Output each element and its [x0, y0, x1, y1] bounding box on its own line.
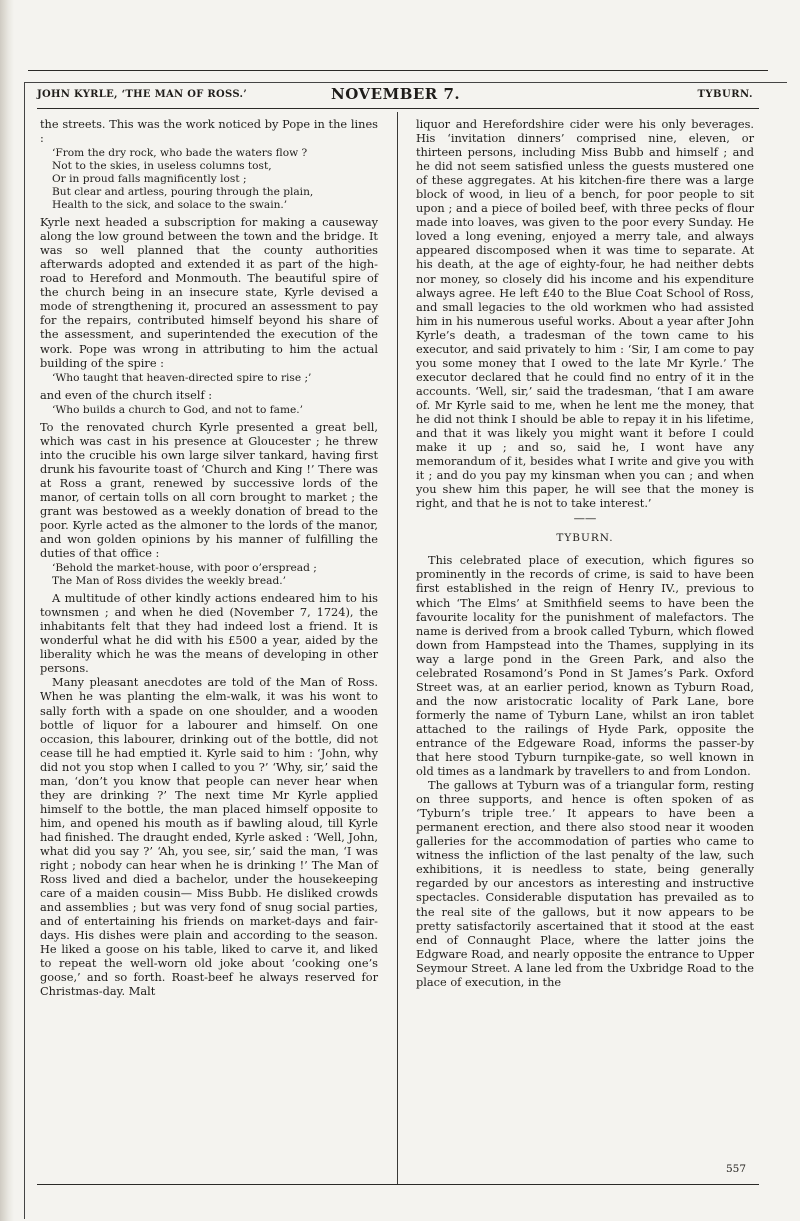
paragraph: and even of the church itself : [40, 387, 213, 402]
paragraph: Many pleasant anecdotes are told of the Man of Ross. When he was planting the elm-walk, it was his wont to sally forth with a spade on one shoulder, and a wooden bottle of liquor for a labourer and himself. On one occasion, this labourer, drinking out of the bottle, did not cease till he had emptied it. Kyrle said to him : ‘John, why did not you stop when I called to you ?’ ‘Why, sir,’ said the man, ‘don’t you know that people can never hear when they are drinking ?’ The next time Mr Kyrle applied himself to the bottle, the man placed himself opposite to him, and opened his mouth as if bawling aloud, till Kyrle had finished. The draught ended, Kyrle asked : ‘Well, John, what did you say ?’ ‘Ah, you see, sir,’ said the man, ‘I was right ; nobody can hear when he is drinking !’ The Man of Ross lived and died a bachelor, under the housekeeping care of a maiden cousin— Miss Bubb. He disliked crowds and assemblies ; but was very fond of snug social parties, and of entertaining his friends on market-days and fair-days. His dishes were plain and according to the season. He liked a goose on his table, liked to carve it, and liked to repeat the well-worn old joke about ‘cooking one’s goose,’ and so forth. Roast-beef he always reserved for Christmas-day. Malt [40, 675, 379, 999]
book-binding-shadow [0, 0, 14, 1221]
left-column [40, 117, 378, 998]
paragraph: This celebrated place of execution, which figures so prominently in the records of crime, is said to have been first established in the reign of Henry IV., previous to which ‘The Elms’ at Smithfield seems to have been the favourite locality for the punishment of malefactors. The name is derived from a brook called Tyburn, which flowed down from Hampstead into the Thames, supplying in its way a large pond in the Green Park, and also the celebrated Rosamond’s Pond in St James’s Park. Oxford Street was, at an earlier period, known as Tyburn Road, and the now aristocratic locality of Park Lane, bore formerly the name of Tyburn Lane, whilst an iron tablet attached to the railings of Hyde Park, opposite the entrance of the Edgeware Road, informs the passer-by that here stood Tyburn turnpike-gate, so well known in old times as a landmark by travellers to and from London. [416, 553, 754, 779]
paragraph: Kyrle next headed a subscription for making a causeway along the low ground between the town and the bridge. It was so well planned that the county authorities afterwards adopted and extended it as part of the high-road to Hereford and Monmouth. The beautiful spire of the church being in an insecure state, Kyrle devised a mode of strengthening it, procured an assessment to pay for the repairs, contributed himself beyond his share of the assessment, and superintended the execution of the work. Pope was wrong in attributing to him the actual building of the spire : [40, 215, 378, 370]
bottom-rule [37, 1184, 759, 1185]
top-rule [28, 70, 768, 71]
running-head [37, 86, 759, 109]
verse-line: The Man of Ross divides the weekly bread.’ [52, 575, 286, 588]
verse-line: Not to the skies, in useless columns tost, [52, 160, 272, 173]
verse-line: Health to the sick, and solace to the swain.’ [52, 199, 288, 212]
paragraph: liquor and Herefordshire cider were his only beverages. His ‘invitation dinners’ comprised nine, eleven, or thirteen persons, including Miss Bubb and himself ; and he did not seem satisfied unless the guests mustered one of these aggregates. At his kitchen-fire there was a large block of wood, in lieu of a bench, for poor people to sit upon ; and a piece of boiled beef, with three pecks of flour made into loaves, was given to the poor every Sunday. He loved a long evening, enjoyed a merry tale, and always appeared discomposed when it was time to separate. At his death, at the age of eighty-four, he had neither debts nor money, so closely did his income and his expenditure always agree. He left £40 to the Blue Coat School of Ross, and small legacies to the old workmen who had assisted him in his numerous useful works. About a year after John Kyrle’s death, a tradesman of the town came to his executor, and said privately to him : ‘Sir, I am come to pay you some money that I owed to the late Mr Kyrle.’ The executor declared that he could find no entry of it in the accounts. ‘Well, sir,’ said the tradesman, ‘that I am aware of. Mr Kyrle said to me, when he lent me the money, that he did not think I should be able to repay it in his lifetime, and that it was likely you might want it before I could make it up ; and so, said he, I wont have any memorandum of it, besides what I write and give you with it ; and do you pay my kinsman when you can ; and when you shew him this paper, he will see that the money is right, and that he is not to take interest.’ [416, 117, 754, 511]
verse-line: ‘From the dry rock, who bade the waters flow ? [52, 147, 308, 160]
verse-quote [52, 404, 378, 417]
page-number: 557 [726, 1163, 747, 1175]
verse-line: ‘Who taught that heaven-directed spire to rise ;’ [52, 371, 312, 384]
paragraph: A multitude of other kindly actions endeared him to his townsmen ; and when he died (November 7, 1724), the inhabitants felt that they had indeed lost a friend. It is wonderful what he did with his £500 a year, aided by the liberality which he was the means of developing in other persons. [40, 591, 378, 676]
column-separator [397, 112, 398, 1184]
verse-quote [52, 562, 378, 588]
section-heading-tyburn: TYBURN. [556, 532, 614, 545]
section-divider: —— [573, 511, 597, 526]
running-head-right: TYBURN. [697, 89, 753, 100]
paragraph: The gallows at Tyburn was of a triangular form, resting on three supports, and hence is often spoken of as ‘Tyburn’s triple tree.’ It appears to have been a permanent erection, and there also stood near it wooden galleries for the accommodation of parties who came to witness the infliction of the last penalty of the law, such exhibitions, it is needless to state, being generally regarded by our ancestors as interesting and instructive spectacles. Considerable disputation has prevailed as to the real site of the gallows, but it now appears to be pretty satisfactorily ascertained that it stood at the east end of Connaught Place, where the latter joins the Edgware Road, and nearly opposite the entrance to Upper Seymour Street. A lane led from the Uxbridge Road to the place of execution, in the [416, 778, 754, 989]
right-column [416, 117, 754, 989]
verse-line: ‘Behold the market-house, with poor o’erspread ; [52, 562, 317, 575]
verse-line: But clear and artless, pouring through the plain, [52, 186, 314, 199]
running-head-left: JOHN KYRLE, ‘THE MAN OF ROSS.’ [37, 89, 248, 100]
paragraph: To the renovated church Kyrle presented a great bell, which was cast in his presence at Gloucester ; he threw into the crucible his own large silver tankard, having first drunk his favourite toast of ‘Church and King !’ There was at Ross a grant, renewed by successive lords of the manor, of certain tolls on all corn brought to market ; the grant was bestowed as a weekly donation of bread to the poor. Kyrle acted as the almoner to the lords of the manor, and won golden opinions by his manner of fulfilling the duties of that office : [40, 419, 378, 561]
paragraph: the streets. This was the work noticed by Pope in the lines : [40, 117, 378, 146]
verse-line: ‘Who builds a church to God, and not to fame.’ [52, 403, 304, 416]
verse-line: Or in proud falls magnificently lost ; [52, 173, 247, 186]
verse-quote [52, 147, 378, 212]
verse-quote [52, 372, 378, 385]
running-head-date: NOVEMBER 7. [331, 85, 461, 103]
